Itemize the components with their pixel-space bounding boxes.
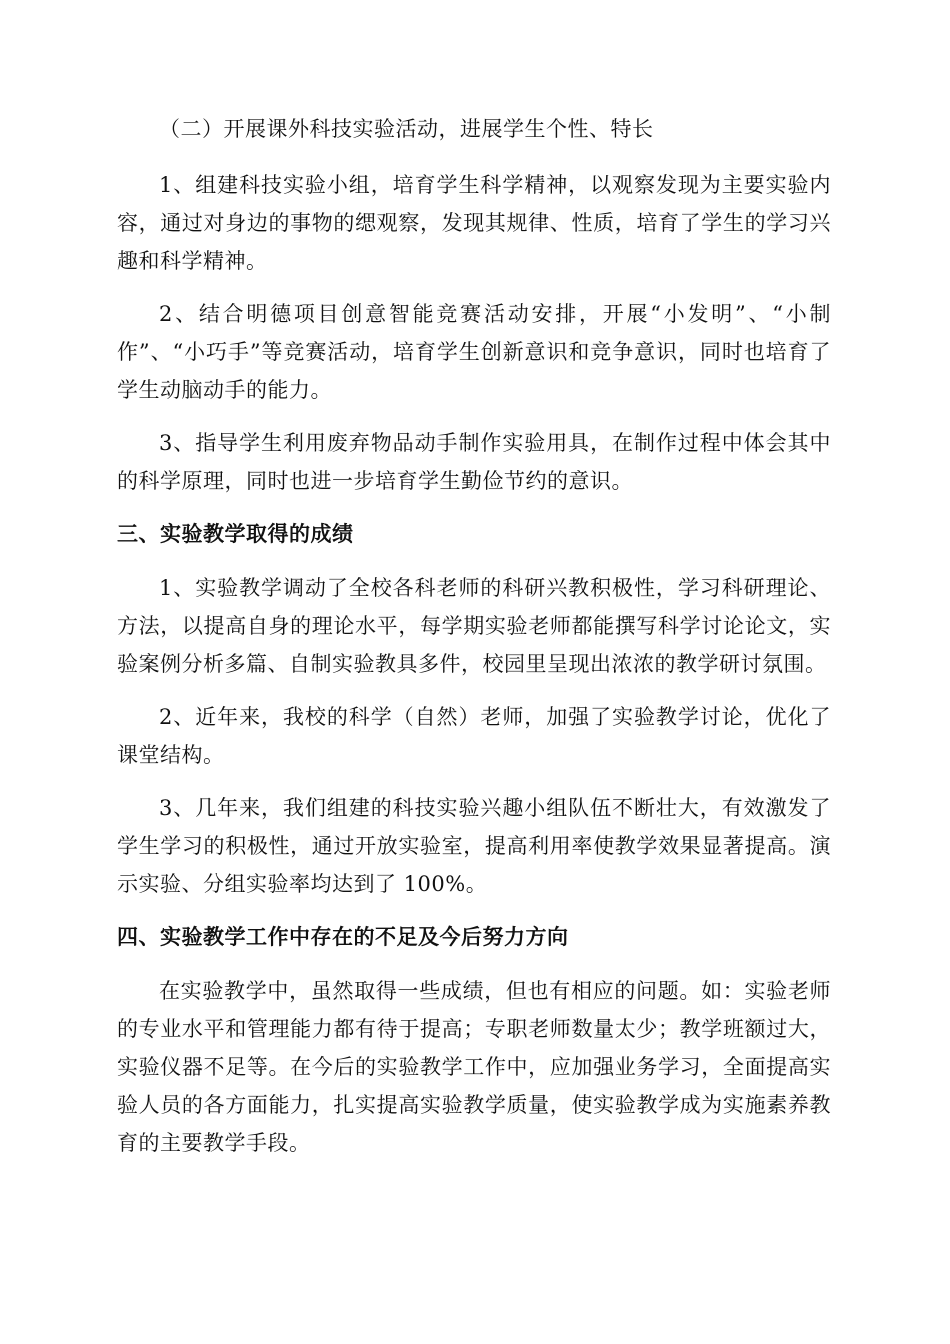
section-heading-achievements: 三、实验教学取得的成绩	[117, 522, 354, 546]
paragraph-shortcomings-and-direction: 在实验教学中，虽然取得一些成绩，但也有相应的问题。如：实验老师的专业水平和管理能力都有待于提高；专职老师数量太少；教学班额过大，实验仪器不足等。在今后的实验教学工作中，应加强业务学习，全面提高实验人员的各方面能力，扎实提高实验教学质量，使实验教学成为实施素养教育的主要教学手段。	[117, 979, 831, 1155]
paragraph-item-3-recycled-tools: 3、指导学生利用废弃物品动手制作实验用具，在制作过程中体会其中的科学原理，同时也进一步培育学生勤俭节约的意识。	[117, 431, 831, 493]
paragraph-item-2-competitions: 2、结合明德项目创意智能竞赛活动安排，开展“小发明”、“小制作”、“小巧手”等竞赛活动，培育学生创新意识和竞争意识，同时也培育了学生动脑动手的能力。	[117, 302, 831, 402]
section-heading-shortcomings: 四、实验教学工作中存在的不足及今后努力方向	[117, 925, 569, 949]
paragraph-item-1-science-group: 1、组建科技实验小组，培育学生科学精神，以观察发现为主要实验内容，通过对身边的事物的缌观察，发现其规律、性质，培育了学生的学习兴趣和科学精神。	[117, 173, 831, 273]
paragraph-achievement-1: 1、实验教学调动了全校各科老师的科研兴教积极性，学习科研理论、方法，以提高自身的理论水平，每学期实验老师都能撰写科学讨论论文，实验案例分析多篇、自制实验教具多件，校园里呈现出浓浓的教学研讨氛围。	[117, 576, 831, 676]
paragraph-achievement-2: 2、近年来，我校的科学（自然）老师，加强了实验教学讨论，优化了课堂结构。	[117, 705, 831, 767]
paragraph-achievement-3: 3、几年来，我们组建的科技实验兴趣小组队伍不断壮大，有效激发了学生学习的积极性，通过开放实验室，提高利用率使教学效果显著提高。演示实验、分组实验率均达到了 100%。	[117, 796, 831, 896]
document-body	[117, 110, 831, 1177]
subheading-extracurricular-activities: （二）开展课外科技实验活动，进展学生个性、特长	[159, 117, 654, 141]
